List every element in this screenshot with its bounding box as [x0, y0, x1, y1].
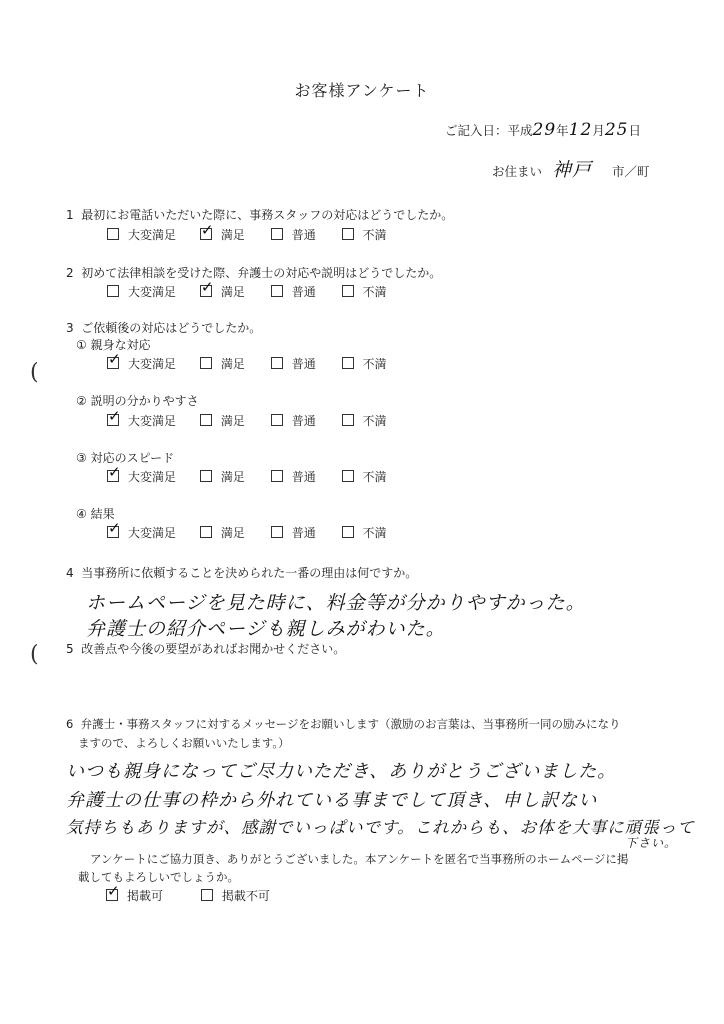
question-2 [66, 264, 441, 281]
checkmark-icon: ✓ [200, 278, 214, 296]
q1-options [107, 221, 387, 243]
checkbox[interactable] [200, 414, 212, 426]
checkbox[interactable] [342, 228, 354, 240]
q3-sub-1-options [107, 350, 387, 372]
checkbox-checked[interactable] [200, 221, 214, 240]
checkmark-icon: ✓ [108, 519, 121, 537]
checkbox-checked[interactable] [106, 882, 120, 901]
date-year-unit: 年 [556, 123, 569, 138]
checkbox[interactable] [342, 285, 354, 297]
checkbox[interactable] [200, 526, 212, 538]
option-label: 普通 [291, 526, 316, 540]
option-label: 大変満足 [128, 526, 177, 540]
sub-label: 対応のスピード [90, 451, 175, 465]
question-number: 5 [66, 642, 74, 656]
option-item [200, 357, 245, 371]
option-item [107, 350, 177, 371]
option-item [106, 882, 164, 903]
option-item [200, 278, 245, 299]
date-line [445, 120, 641, 140]
q4-answer-line-2: 弁護士の紹介ページも親しみがわいた。 [86, 618, 446, 640]
option-item [201, 889, 270, 903]
option-item [342, 357, 387, 371]
checkbox[interactable] [200, 357, 212, 369]
option-label: 大変満足 [128, 228, 177, 242]
option-label: 掲載可 [127, 889, 164, 903]
option-label: 大変満足 [128, 285, 177, 299]
address-label: お住まい [492, 164, 543, 179]
checkmark-icon: ✓ [107, 882, 120, 900]
q3-sub-2 [76, 392, 199, 409]
option-item [107, 463, 177, 484]
checkbox[interactable] [342, 414, 354, 426]
option-item [107, 519, 177, 540]
question-text: 初めて法律相談を受けた際、弁護士の対応や説明はどうでしたか。 [81, 266, 442, 280]
checkbox[interactable] [271, 414, 283, 426]
date-year: 29 [532, 120, 557, 140]
q6-answer-line-2: 弁護士の仕事の枠から外れている事までして頂き、申し訳ない [66, 790, 598, 811]
option-item [271, 526, 316, 540]
sub-label: 説明の分かりやすさ [90, 394, 199, 408]
sub-label: 親身な対応 [90, 338, 151, 352]
option-item [271, 414, 316, 428]
checkbox[interactable] [342, 526, 354, 538]
option-item [200, 470, 245, 484]
question-number: 3 [66, 321, 74, 335]
option-item [342, 470, 387, 484]
question-number: 2 [66, 266, 74, 280]
option-label: 大変満足 [128, 470, 177, 484]
question-text: ご依頼後の対応はどうでしたか。 [81, 321, 262, 335]
option-item [271, 228, 316, 242]
address-value: 神戸 [552, 159, 593, 181]
option-label: 満足 [220, 470, 245, 484]
option-label: 不満 [362, 228, 387, 242]
q6-answer-line-3: 気持ちもありますが、感謝でいっぱいです。これからも、お体を大事に頑張って [66, 818, 695, 837]
option-item [342, 285, 387, 299]
option-label: 不満 [362, 470, 387, 484]
checkbox[interactable] [271, 470, 283, 482]
option-item [342, 228, 387, 242]
option-label: 普通 [291, 285, 316, 299]
checkbox[interactable] [201, 889, 213, 901]
option-item [107, 407, 177, 428]
question-text-line-1: 弁護士・事務スタッフに対するメッセージをお願いします（激励のお言葉は、当事務所一同の励みになり [80, 717, 621, 731]
option-label: 普通 [291, 470, 316, 484]
option-label: 大変満足 [128, 414, 177, 428]
checkbox[interactable] [271, 285, 283, 297]
option-label: 掲載不可 [221, 889, 270, 903]
option-item [200, 526, 245, 540]
margin-mark: ( [30, 642, 39, 667]
q3-sub-4-options [107, 519, 387, 541]
option-item [271, 470, 316, 484]
option-label: 満足 [220, 285, 245, 299]
q3-sub-3 [76, 449, 174, 466]
date-day-unit: 日 [628, 123, 641, 138]
checkbox[interactable] [271, 526, 283, 538]
option-item [200, 414, 245, 428]
checkbox-checked[interactable] [200, 278, 214, 297]
question-number: 1 [66, 208, 74, 222]
closing-line-2: 載してもよろしいでしょうか。 [78, 870, 239, 884]
option-item [107, 228, 176, 242]
option-label: 不満 [362, 357, 387, 371]
option-item [271, 357, 316, 371]
option-item [271, 285, 316, 299]
option-label: 不満 [362, 285, 387, 299]
question-1 [66, 206, 453, 223]
question-5 [66, 640, 345, 657]
checkbox[interactable] [271, 228, 283, 240]
margin-mark: ( [30, 360, 39, 385]
checkbox-checked[interactable] [107, 519, 121, 538]
sub-label: 結果 [90, 507, 115, 521]
checkbox[interactable] [342, 357, 354, 369]
page-title: お客様アンケート [294, 81, 430, 100]
checkbox[interactable] [200, 470, 212, 482]
date-day: 25 [604, 120, 629, 140]
checkmark-icon: ✓ [108, 350, 121, 368]
address-unit: 市／町 [612, 164, 650, 179]
q3-sub-2-options [107, 407, 387, 429]
q4-answer-line-1: ホームページを見た時に、料金等が分かりやすかった。 [86, 592, 586, 614]
question-6 [66, 716, 620, 732]
option-label: 普通 [291, 414, 316, 428]
sub-number: ④ [76, 507, 87, 521]
checkmark-icon: ✓ [108, 463, 121, 481]
checkmark-icon: ✓ [108, 407, 121, 425]
date-month: 12 [568, 120, 593, 140]
question-number: 6 [66, 717, 74, 731]
checkbox[interactable] [107, 285, 119, 297]
date-month-unit: 月 [592, 123, 605, 138]
option-item [342, 414, 387, 428]
sub-number: ② [76, 394, 87, 408]
q6-answer-line-1: いつも親身になってご尽力いただき、ありがとうございました。 [66, 761, 617, 782]
question-text: 改善点や今後の要望があればお聞かせください。 [81, 642, 346, 656]
option-item [107, 285, 176, 299]
question-6-line-2: ますので、よろしくお願いいたします。） [78, 736, 290, 750]
sub-number: ① [76, 338, 87, 352]
closing-line-1: アンケートにご協力頂き、ありがとうございました。本アンケートを匿名で当事務所のホームページに掲 [90, 852, 629, 866]
option-item [342, 526, 387, 540]
checkbox[interactable] [271, 357, 283, 369]
question-text: 最初にお電話いただいた際に、事務スタッフの対応はどうでしたか。 [81, 208, 454, 222]
option-label: 大変満足 [128, 357, 177, 371]
publish-options [106, 882, 270, 904]
option-label: 不満 [362, 526, 387, 540]
checkbox[interactable] [342, 470, 354, 482]
question-text: 当事務所に依頼することを決められた一番の理由は何ですか。 [81, 566, 418, 580]
checkmark-icon: ✓ [200, 221, 214, 239]
question-3 [66, 319, 261, 336]
q2-options [107, 278, 387, 300]
date-label: ご記入日：平成 [445, 123, 533, 138]
option-label: 満足 [220, 357, 245, 371]
checkbox-checked[interactable] [107, 350, 121, 369]
option-label: 満足 [220, 526, 245, 540]
sub-number: ③ [76, 451, 87, 465]
checkbox-checked[interactable] [107, 463, 121, 482]
option-label: 不満 [362, 414, 387, 428]
q3-sub-3-options [107, 463, 387, 485]
option-label: 普通 [291, 357, 316, 371]
question-number: 4 [66, 566, 74, 580]
address-line [492, 155, 650, 182]
option-label: 満足 [220, 414, 245, 428]
option-item [200, 221, 245, 242]
option-label: 普通 [291, 228, 316, 242]
checkbox-checked[interactable] [107, 407, 121, 426]
option-label: 満足 [220, 228, 245, 242]
q6-answer-tail: 下さい。 [625, 836, 678, 850]
checkbox[interactable] [107, 228, 119, 240]
question-4 [66, 564, 417, 581]
